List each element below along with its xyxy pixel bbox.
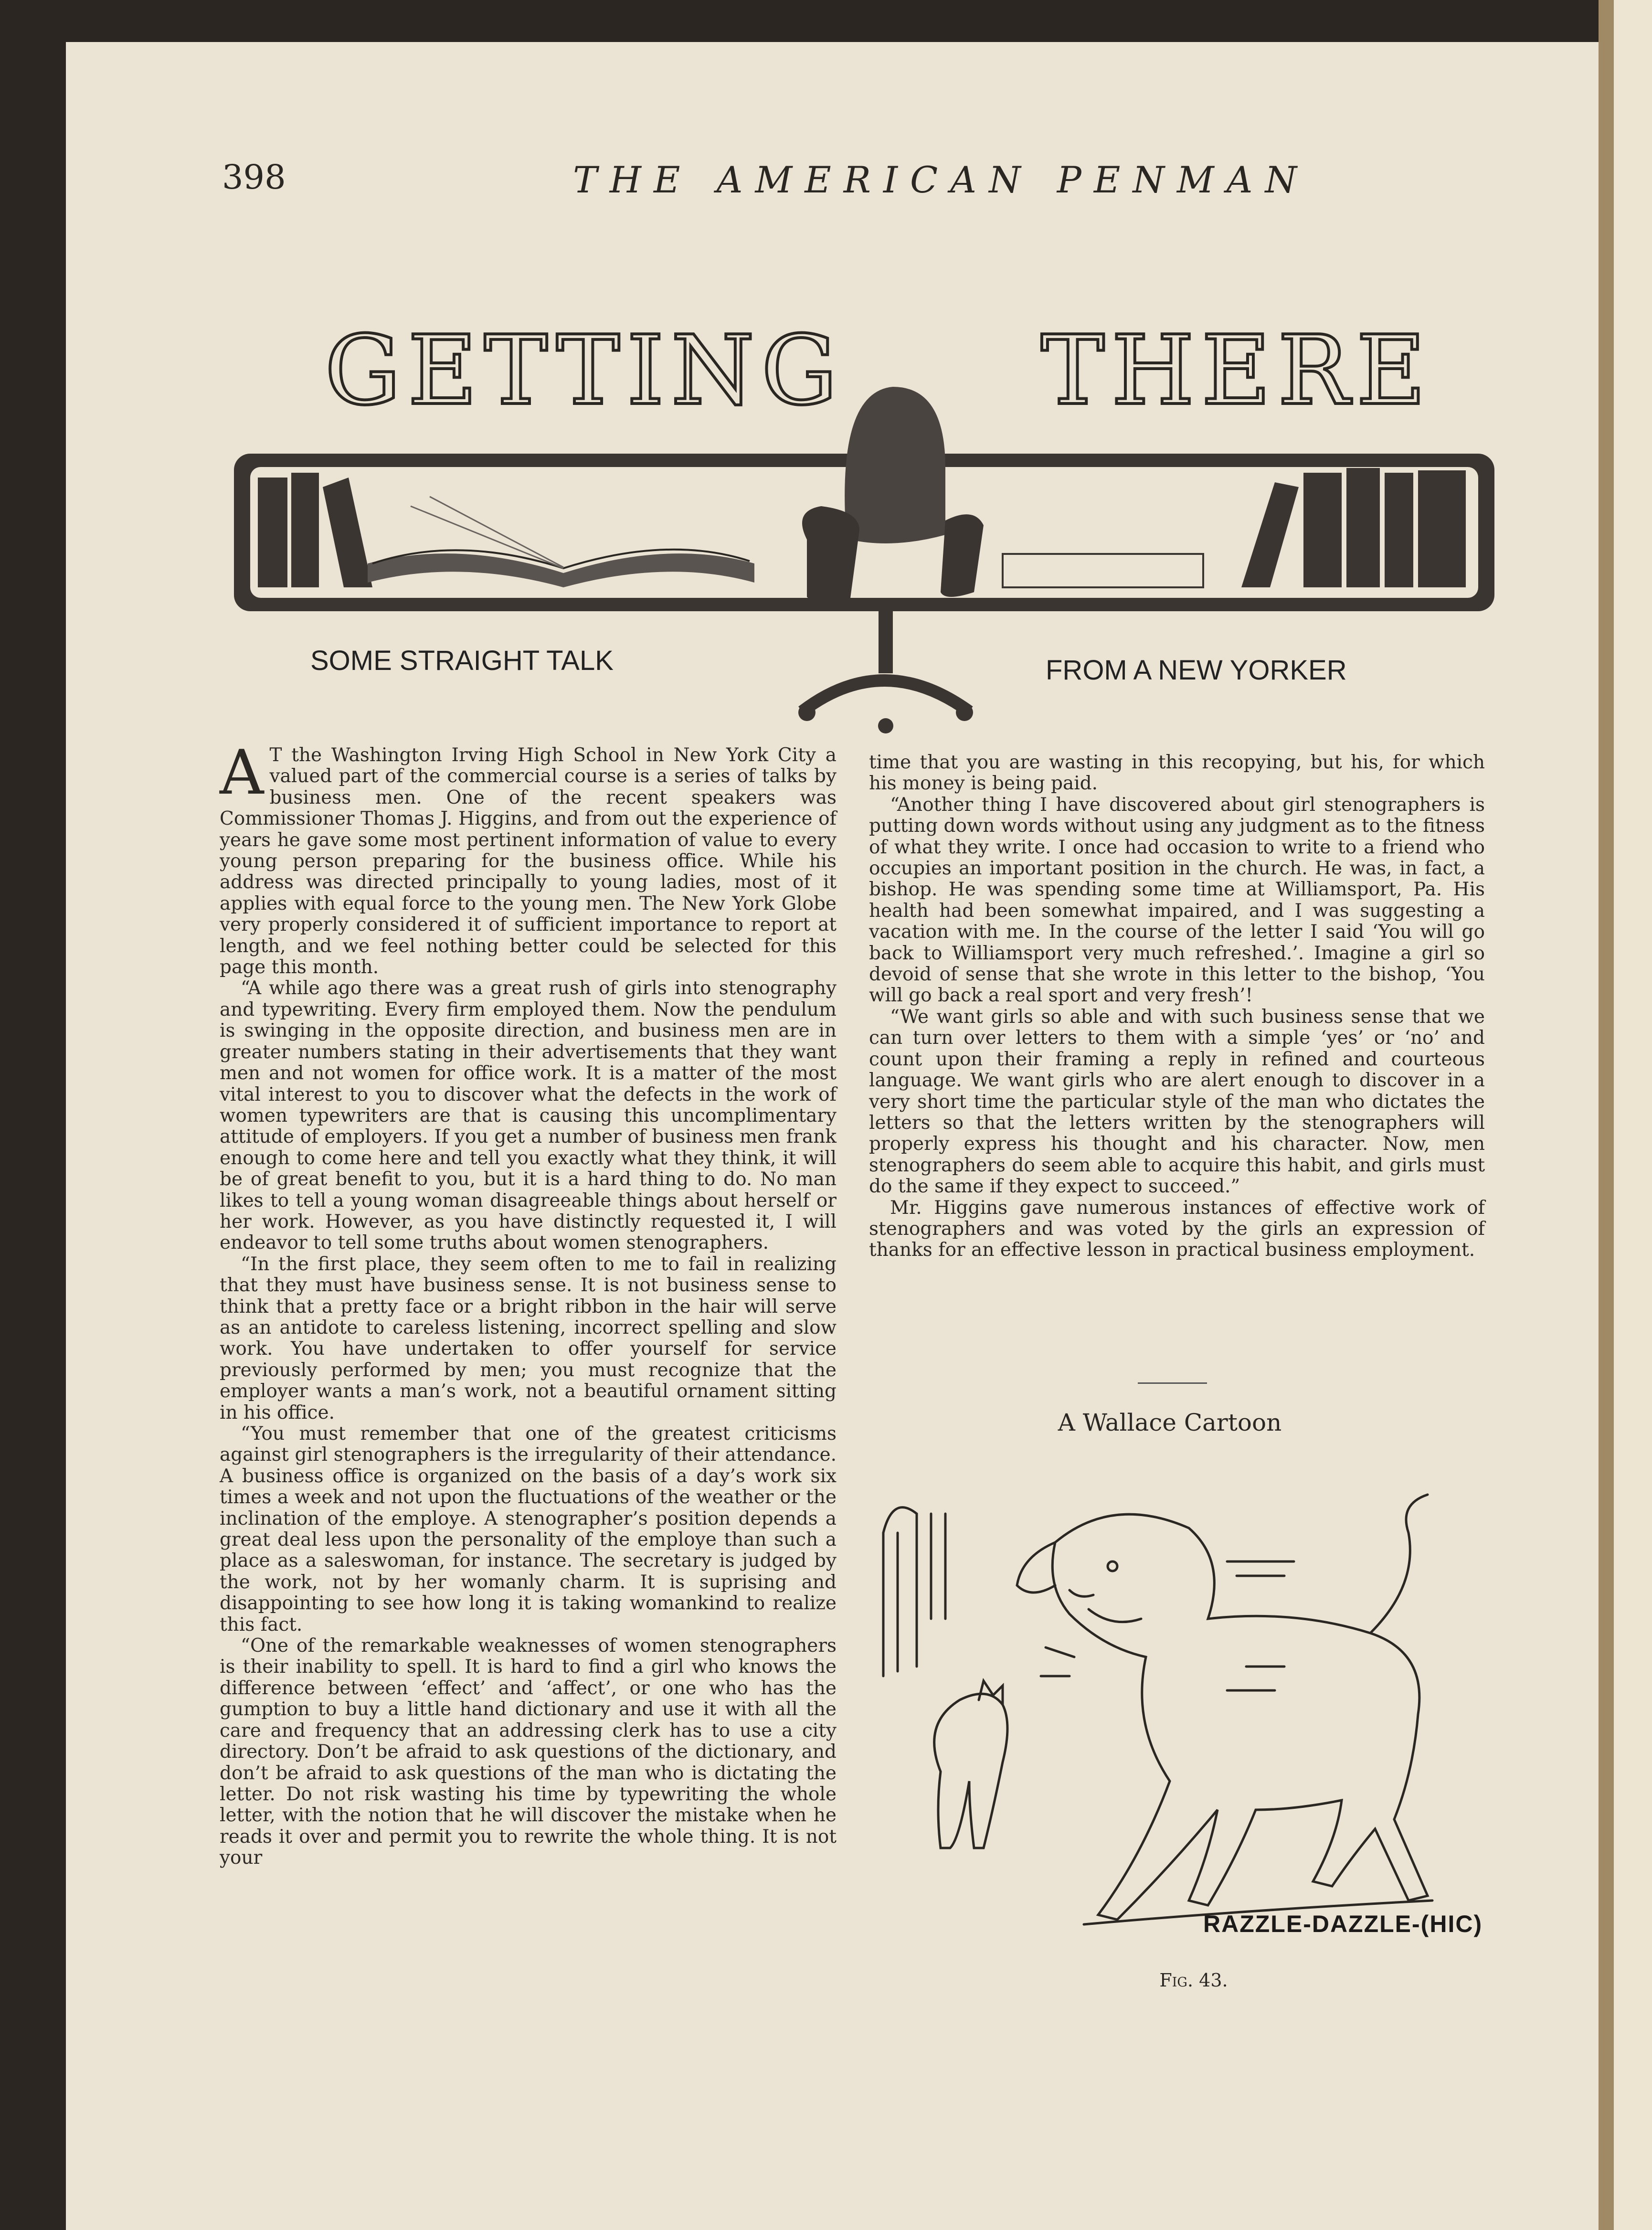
drop-cap: A	[220, 737, 264, 808]
article-paragraph: “You must remember that one of the greatest criticisms against girl stenographers is the irregularity of their attendance. A business office is organized on the basis of a day’s work six times a week and not upon the fluctuations of the weather or the inclination of the employe. A stenographer’s position depends a great deal less upon the personality of the employe than such a place as a saleswoman, for instance. The secretary is judged by the work, not by her womanly charm. It is suprising and disappointing to see how long it is taking womankind to realize this fact.	[220, 1423, 837, 1635]
figure-label: Fig. 43.	[1159, 1970, 1228, 1991]
section-divider	[1138, 1382, 1207, 1384]
adjacent-page-edge	[1614, 0, 1652, 2230]
banner-title-left: GETTING	[325, 315, 845, 426]
cartoon-title: A Wallace Cartoon	[1058, 1409, 1282, 1436]
article-paragraph: time that you are wasting in this recopying, but his, for which his money is being paid.	[869, 752, 1485, 795]
article-paragraph: “A while ago there was a great rush of girls into stenography and typewriting. Every firm employed them. Now the pendulum is swinging in the opposite direction, and business men are in greater numbers stating in their advertisements that they want men and not women for office work. It is a matter of the most vital interest to you to discover what the defects in the work of women typewriters are that is causing this uncomplimentary attitude of employers. If you get a number of business men frank enough to come here and tell you exactly what they think, it will be of great benefit to you, but it is a hard thing to do. No man likes to tell a young woman disagreeable things about herself or her work. However, as you have distinctly requested it, I will endeavor to tell some truths about women stenographers.	[220, 977, 837, 1254]
article-paragraph: A T the Washington Irving High School in New York City a valued part of the commercial course is a series of talks by business men. One of the recent speakers was Commissioner Thomas J. Higgins, and from out the experience of years he gave some most pertinent information of value to every young person preparing for the business office. While his address was directed principally to young ladies, most of it applies with equal force to the young men. The New York Globe very properly considered it of sufficient importance to report at length, and we feel nothing better could be selected for this page this month.	[220, 737, 837, 978]
cartoon-signature: RAZZLE-DAZZLE-(HIC)	[1203, 1911, 1483, 1937]
cartoon-illustration	[864, 1476, 1490, 1963]
article-left-column	[220, 737, 837, 1869]
subhead-right: FROM A NEW YORKER	[1046, 655, 1347, 686]
page-number: 398	[222, 158, 286, 197]
running-head: THE AMERICAN PENMAN	[573, 159, 1310, 201]
book-spine	[1599, 0, 1614, 2230]
article-paragraph: Mr. Higgins gave numerous instances of effective work of stenographers and was voted by the girls an expression of thanks for an effective lesson in practical business employment.	[869, 1197, 1485, 1261]
banner-title-right: THERE	[1041, 315, 1433, 426]
article-paragraph: “One of the remarkable weaknesses of women stenographers is their inability to spell. It is hard to find a girl who knows the difference between ‘effect’ and ‘affect’, or one who has the gumption to buy a little hand dictionary and use it with all the care and frequency that an addressing clerk has to use a city directory. Don’t be afraid to ask questions of the dictionary, and don’t be afraid to ask questions of the man who is dictating the letter. Do not risk wasting his time by typewriting the whole letter, with the notion that he will discover the mistake when he reads it over and permit you to rewrite the whole thing. It is not your	[220, 1635, 837, 1869]
cat-drawing	[934, 1694, 1007, 1848]
books-right	[1241, 468, 1466, 587]
article-paragraph: “We want girls so able and with such business sense that we can turn over letters to them with a simple ‘yes’ or ‘no’ and count upon their framing a reply in refined and courteous language. We want girls who are alert enough to discover in a very short time the particular style of the man who dictates the letters so that the letters written by the stenographers will properly express his thought and his character. Now, men stenographers do seem able to acquire this habit, and girls must do the same if they expect to succeed.”	[869, 1006, 1485, 1198]
article-paragraph: “Another thing I have discovered about girl stenographers is putting down words without using any judgment as to the fitness of what they write. I once had occasion to write to a friend who occupies an important position in the church. He was, in fact, a bishop. He was spending some time at Williamsport, Pa. His health had been somewhat impaired, and I was suggesting a vacation with me. In the course of the letter I said ‘You will go back to Williamsport very much refreshed.’. Imagine a girl so devoid of sense that she wrote in this letter to the bishop, ‘You will go back a real sport and very fresh’!	[869, 794, 1485, 1007]
article-paragraph: “In the first place, they seem often to me to fail in realizing that they must have business sense. It is not business sense to think that a pretty face or a bright ribbon in the hair will serve as an antidote to careless listening, incorrect spelling and slow work. You have undertaken to offer yourself for service previously performed by men; you must recognize that the employer wants a man’s work, not a beautiful ornament sitting in his office.	[220, 1253, 837, 1423]
subhead-left: SOME STRAIGHT TALK	[310, 645, 614, 676]
article-right-column	[869, 752, 1485, 1261]
